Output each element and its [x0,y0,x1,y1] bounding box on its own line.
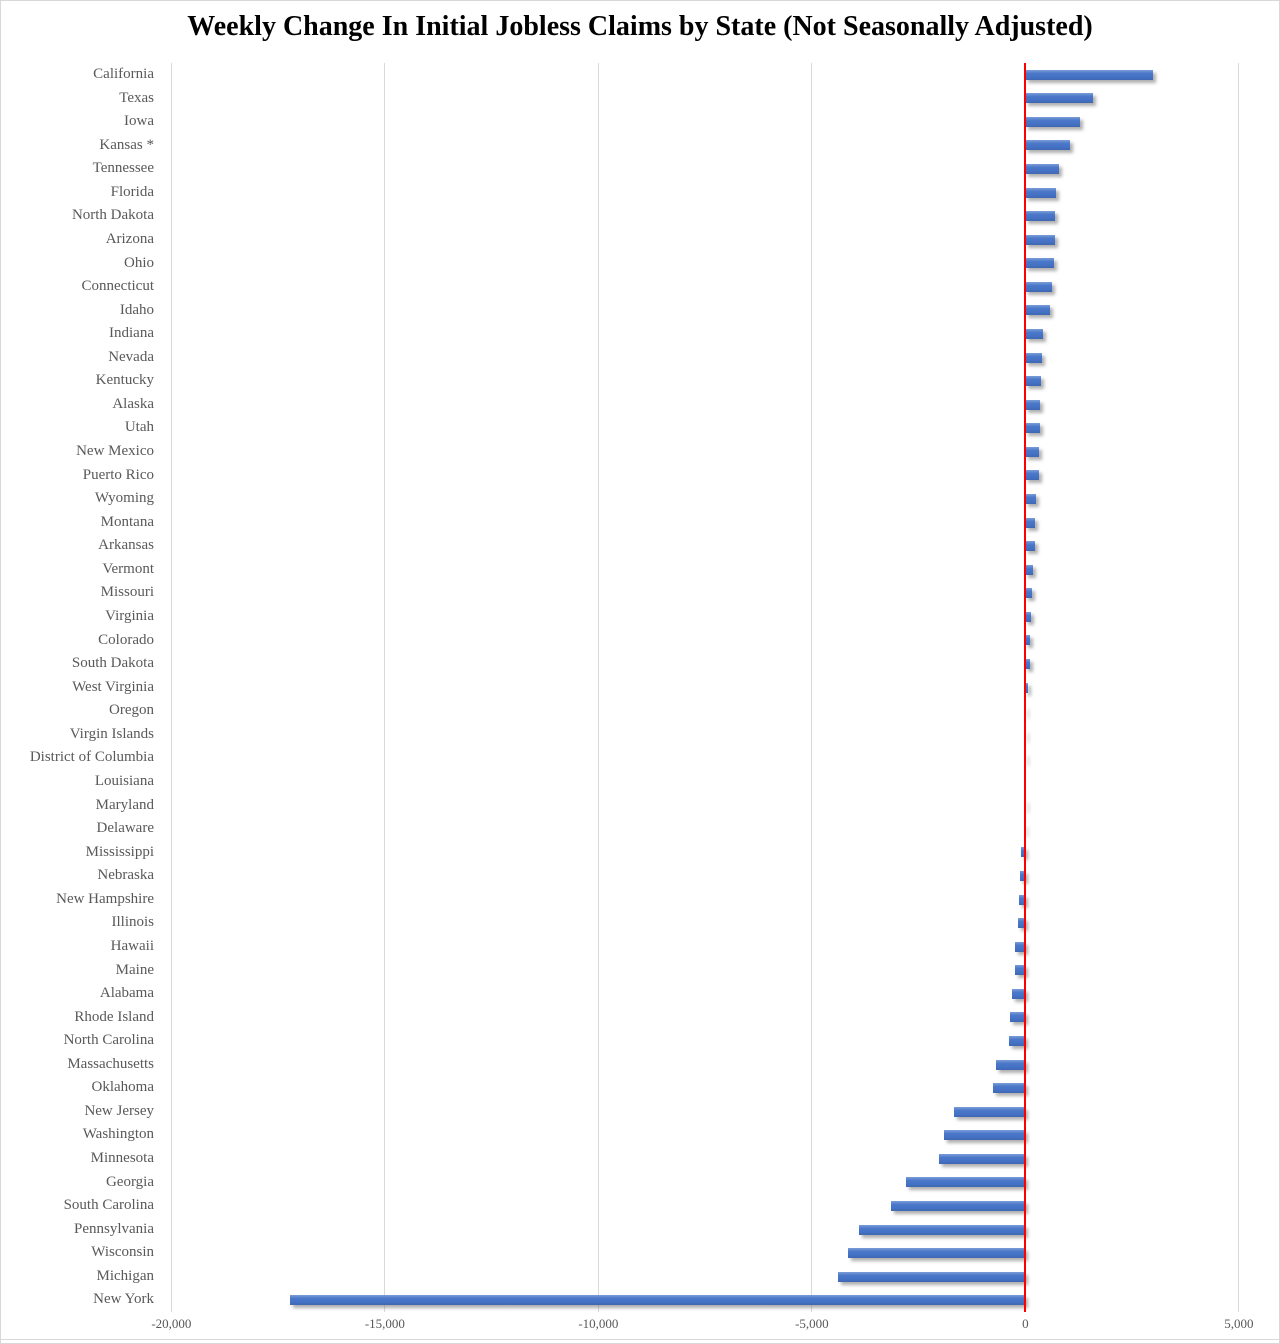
bar [838,1272,1026,1282]
category-label: Colorado [98,631,154,648]
bar [1009,1036,1026,1046]
bar [1025,188,1056,198]
bar [1010,1012,1025,1022]
x-tick-label: -10,000 [578,1316,619,1331]
category-label: Tennessee [92,160,154,177]
bar [1025,329,1043,339]
bar [1025,447,1039,457]
bar [859,1225,1026,1235]
plot-area [1,1,1280,1344]
bar [848,1248,1026,1258]
category-label: Arkansas [98,537,154,554]
category-label: Idaho [119,301,154,318]
category-label: Utah [124,419,154,436]
category-label: Maryland [95,796,154,813]
category-label: Hawaii [110,937,154,954]
category-label: Ohio [124,254,154,271]
category-label: Massachusetts [67,1055,154,1072]
category-label: Oregon [109,702,154,719]
bar [1025,140,1069,150]
category-label: Rhode Island [74,1008,154,1025]
category-label: Wisconsin [91,1244,154,1261]
category-label: North Dakota [71,207,154,224]
category-label: North Carolina [63,1032,154,1049]
category-label: South Carolina [63,1197,154,1214]
category-label: Florida [110,183,154,200]
bar [1025,353,1042,363]
x-tick-label: 0 [1022,1316,1029,1331]
category-label: Indiana [109,325,154,342]
category-label: West Virginia [72,678,154,695]
category-label: Illinois [111,914,154,931]
bar [1025,494,1036,504]
bar [993,1083,1026,1093]
category-label: New Mexico [76,443,154,460]
gridline [171,63,172,1312]
category-label: Mississippi [85,843,154,860]
gridline [384,63,385,1312]
bar [1025,211,1055,221]
category-label: Iowa [124,113,154,130]
bar [1025,400,1040,410]
category-label: Oklahoma [91,1079,154,1096]
bar [290,1295,1026,1305]
category-label: California [93,66,154,82]
category-label: District of Columbia [29,749,154,766]
bar [954,1107,1026,1117]
category-label: Michigan [96,1267,154,1284]
bar [1025,70,1153,80]
bar [1025,423,1039,433]
category-label: Louisiana [94,772,154,789]
gridline [1238,63,1239,1312]
gridline [811,63,812,1312]
category-label: Alaska [112,395,154,412]
bar [1025,305,1050,315]
category-label: Alabama [99,985,154,1002]
category-label: Georgia [105,1173,154,1190]
category-label: Washington [82,1126,154,1143]
chart-title: Weekly Change In Initial Jobless Claims by State (Not Seasonally Adjusted) [187,11,1093,42]
category-label: Wyoming [94,490,154,507]
bar [1025,565,1032,575]
category-label: Connecticut [81,278,154,295]
bar [906,1177,1025,1187]
x-tick-label: -20,000 [151,1316,192,1331]
bar [1025,117,1079,127]
bar [939,1154,1025,1164]
x-tick-label: -5,000 [795,1316,829,1331]
bar [1025,235,1054,245]
category-label: Montana [100,513,154,530]
bar [1025,376,1041,386]
category-label: New Jersey [84,1102,154,1119]
bar [996,1060,1026,1070]
category-label: Vermont [102,560,154,577]
category-label: Pennsylvania [74,1220,154,1237]
category-label: Nevada [108,348,154,365]
bar [891,1201,1025,1211]
bar [1025,470,1038,480]
category-label: Texas [119,89,154,106]
category-label: Minnesota [90,1150,154,1167]
bar [1025,93,1093,103]
bar [1025,282,1052,292]
category-label: Nebraska [97,867,154,884]
bar [1025,164,1058,174]
bar [1025,258,1054,268]
category-label: Puerto Rico [82,466,154,483]
zero-line [1024,63,1026,1312]
category-label: New Hampshire [56,890,154,907]
x-tick-label: -15,000 [364,1316,405,1331]
category-label: Kansas * [99,136,154,153]
bar [1025,518,1035,528]
category-label: Arizona [105,230,154,247]
x-tick-label: 5,000 [1224,1316,1254,1331]
gridline [598,63,599,1312]
bar [1025,541,1034,551]
category-label: Missouri [100,584,154,601]
category-label: Kentucky [95,372,154,389]
category-label: Maine [115,961,154,978]
chart-bottom-border [1,1339,1279,1340]
bar [1012,989,1025,999]
category-label: Delaware [96,820,154,837]
bar [944,1130,1026,1140]
category-label: Virgin Islands [69,725,154,742]
category-label: Virginia [105,608,154,625]
category-label: New York [93,1291,154,1308]
category-label: South Dakota [71,655,154,672]
